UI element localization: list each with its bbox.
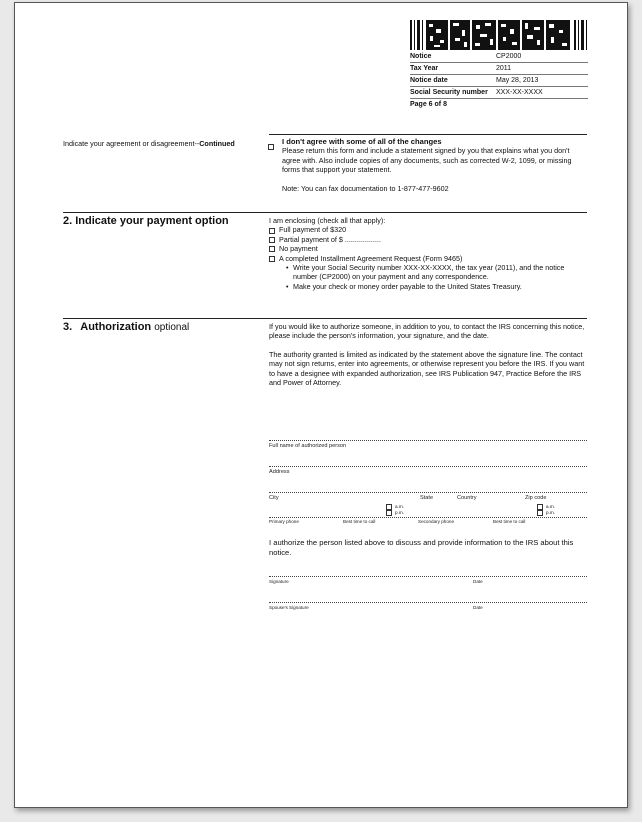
page-number: Page 6 of 8 [410,101,447,108]
checkbox-partial[interactable] [269,237,275,243]
full-name-label: Full name of authorized person [269,443,347,449]
spouse-date-label: Date [473,605,483,610]
spouse-signature-label: Spouse's Signature [269,605,309,610]
zip-label: Zip code [525,495,547,501]
tax-year-value: 2011 [496,65,512,72]
phone-input[interactable] [269,517,587,518]
authorization-optional: optional [154,322,190,333]
primary-phone-label: Primary phone [269,519,299,524]
page-number-row [410,99,588,110]
payment-bullet-payable: • Make your check or money order payable to the United States Treasury. [293,282,585,291]
country-label: Country [457,495,477,501]
continued-bold: Continued [199,139,235,148]
barcode [410,20,588,50]
full-name-input[interactable] [269,440,587,441]
notice-date-label: Notice date [410,77,448,84]
address-input[interactable] [269,466,587,467]
ssn-value: XXX-XX-XXXX [496,89,543,96]
signature-date-label: Date [473,579,483,584]
payment-option-none-label: No payment [279,244,318,254]
notice-info-table [410,51,588,110]
disagree-heading: I don't agree with some of all of the changes [282,137,442,146]
ssn-label: Social Security number [410,89,488,96]
notice-page [14,2,628,808]
payment-block [269,216,585,291]
payment-option-installment-label: A completed Installment Agreement Request (Form 9465) [279,253,463,263]
fax-note: Note: You can fax documentation to 1-877-477-9602 [282,183,449,193]
tax-year-row [410,63,588,75]
checkbox-none[interactable] [269,246,275,252]
notice-date-row [410,75,588,87]
continued-rule [269,134,587,135]
continued-label-text: Indicate your agreement or disagreement-- [63,139,200,148]
city-input[interactable] [269,492,587,493]
primary-ampm [386,504,404,516]
authorization-text [269,322,585,387]
payment-option-partial-label: Partial payment of $ .................. [279,234,381,244]
payment-option-installment[interactable] [269,254,585,263]
disagree-body: Please return this form and include a statement signed by you that explains what you don't agree with. Also include copies of any documents, such as corrected W-2, 1099, or missing forms that support your statement. [282,146,572,175]
primary-pm-label: p.m. [395,510,404,516]
payment-intro: I am enclosing (check all that apply): [269,216,386,225]
primary-am-label: a.m. [395,504,404,510]
checkbox-full[interactable] [269,228,275,234]
payment-option-full[interactable] [269,225,585,234]
notice-date-value: May 28, 2013 [496,77,539,84]
disagree-checkbox[interactable] [268,138,278,156]
authorization-title [63,321,189,333]
best-time-label: Best time to call [343,519,376,524]
payment-title: 2. Indicate your payment option [63,215,229,227]
continued-left-label [63,139,235,148]
notice-value: CP2000 [496,53,522,60]
payment-option-partial[interactable] [269,235,585,244]
payment-bullet-ssn: • Write your Social Security number XXX-XX-XXXX, the tax year (2011), and the notice number (CP2000) on your payment and any correspondence. [293,263,585,282]
best-time-2-label: Best time to call [493,519,526,524]
secondary-am-label: a.m. [546,504,555,510]
payment-option-none[interactable] [269,244,585,253]
tax-year-label: Tax Year [410,65,439,72]
secondary-ampm [537,504,555,516]
authorization-bold: Authorization [80,321,152,333]
payment-instructions [283,263,585,291]
checkbox-installment[interactable] [269,256,275,262]
consent-text: I authorize the person listed above to discuss and provide information to the IRS about this notice. [269,538,574,557]
notice-row [410,51,588,63]
authorization-rule [63,318,587,319]
disagree-block [282,137,586,193]
city-label: City [269,495,279,501]
secondary-pm-label: p.m. [546,510,555,516]
state-label: State [420,495,434,501]
spouse-signature-input[interactable] [269,602,587,603]
primary-pm-option[interactable] [386,510,404,516]
secondary-pm-option[interactable] [537,510,555,516]
notice-label: Notice [410,53,432,60]
signature-input[interactable] [269,576,587,577]
authorization-num: 3. [63,321,73,333]
signature-label: Signature [269,579,289,584]
authorization-para2: The authority granted is limited as indicated by the statement above the signature line. The contact may not sign returns, enter into agreements, or otherwise represent you before the IRS. If you want to have a designee with expanded authorization, see IRS Publication 947, Practice Before the IRS and Power of Attorney. [269,349,585,388]
address-label: Address [269,469,290,475]
ssn-row [410,87,588,99]
payment-rule [63,212,587,213]
secondary-phone-label: Secondary phone [418,519,455,524]
authorization-para1: If you would like to authorize someone, in addition to you, to contact the IRS concerning this notice, please include the person's information, your signature, and the date. [269,322,585,341]
payment-option-full-label: Full payment of $320 [279,225,347,235]
